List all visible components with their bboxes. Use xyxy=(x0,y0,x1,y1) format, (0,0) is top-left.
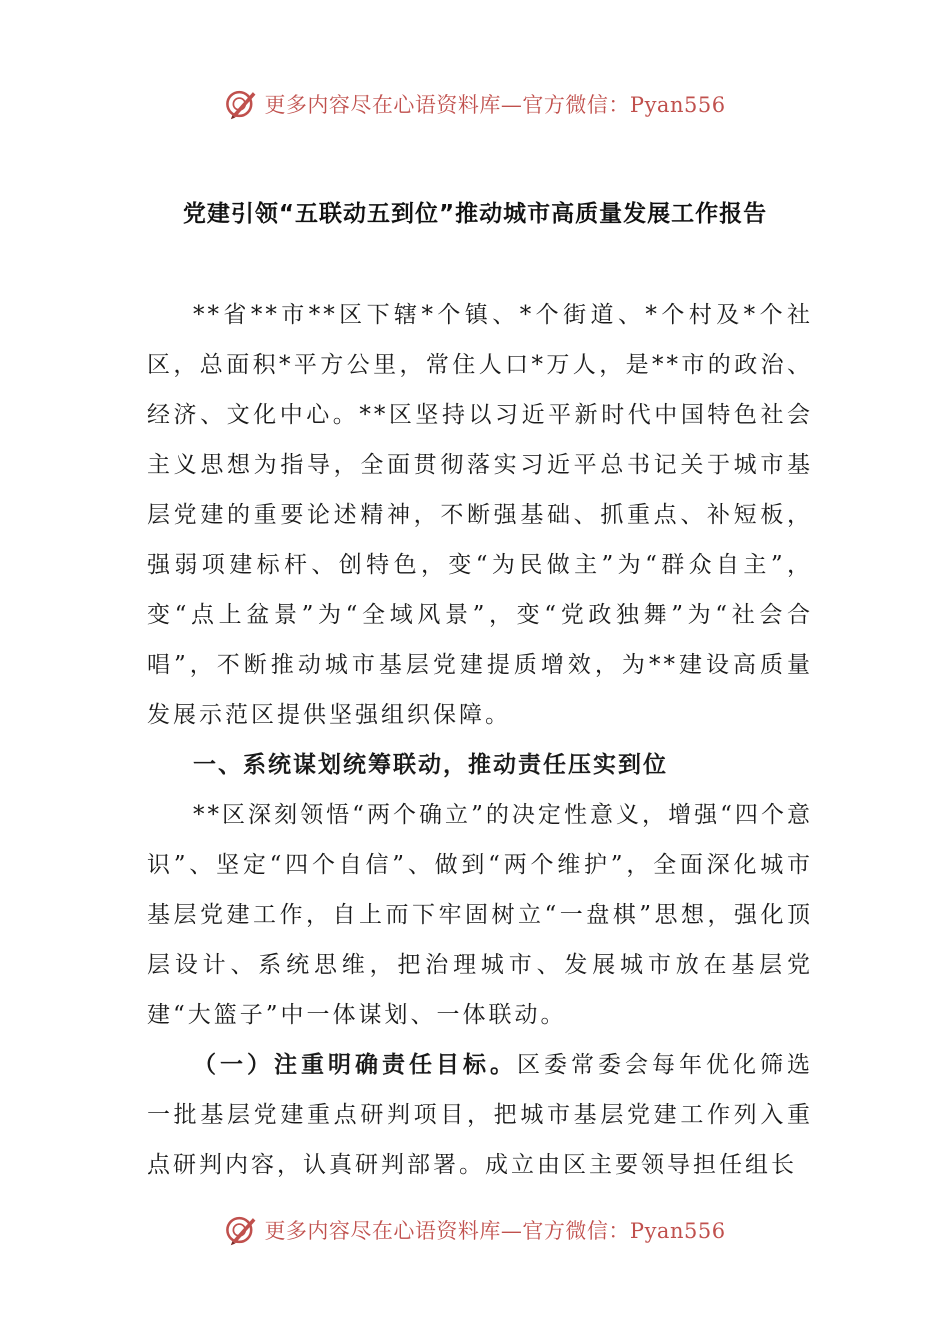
document-title: 党建引领“五联动五到位”推动城市高质量发展工作报告 xyxy=(182,201,768,228)
pen-logo-icon xyxy=(224,87,258,121)
section-1-paragraph: **区深刻领悟“两个确立”的决定性意义，增强“四个意识”、坚定“四个自信”、做到“两个维护”，全面深化城市基层党建工作，自上而下牢固树立“一盘棋”思想，强化顶层设计、系统思维，把治理城市、发展城市放在基层党建“大篮子”中一体谋划、一体联动。 xyxy=(147,802,813,1028)
subsection-heading-1: （一）注重明确责任目标。 xyxy=(193,1052,517,1078)
section-heading-1: 一、系统谋划统筹联动，推动责任压实到位 xyxy=(193,752,668,778)
footer-banner-text: 更多内容尽在心语资料库—官方微信：Pyan556 xyxy=(264,1219,726,1243)
subsection-paragraph-1 xyxy=(147,1040,813,1190)
intro-paragraph: **省**市**区下辖*个镇、*个街道、*个村及*个社区，总面积*平方公里，常住人口*万人，是**市的政治、经济、文化中心。**区坚持以习近平新时代中国特色社会主义思想为指导，全面贯彻落实习近平总书记关于城市基层党建的重要论述精神，不断强基础、抓重点、补短板，强弱项建标杆、创特色，变“为民做主”为“群众自主”，变“点上盆景”为“全域风景”，变“党政独舞”为“社会合唱”，不断推动城市基层党建提质增效，为**建设高质量发展示范区提供坚强组织保障。 xyxy=(147,302,813,728)
subsection-1-body: 区委常委会每年优化筛选一批基层党建重点研判项目，把城市基层党建工作列入重点研判内容，认真研判部署。成立由区主要领导担任组长 xyxy=(147,1052,813,1178)
header-banner-text: 更多内容尽在心语资料库—官方微信：Pyan556 xyxy=(264,93,726,117)
header-banner xyxy=(0,84,950,124)
document-body xyxy=(147,290,813,1190)
pen-logo-icon xyxy=(224,1213,258,1247)
footer-banner xyxy=(0,1210,950,1250)
